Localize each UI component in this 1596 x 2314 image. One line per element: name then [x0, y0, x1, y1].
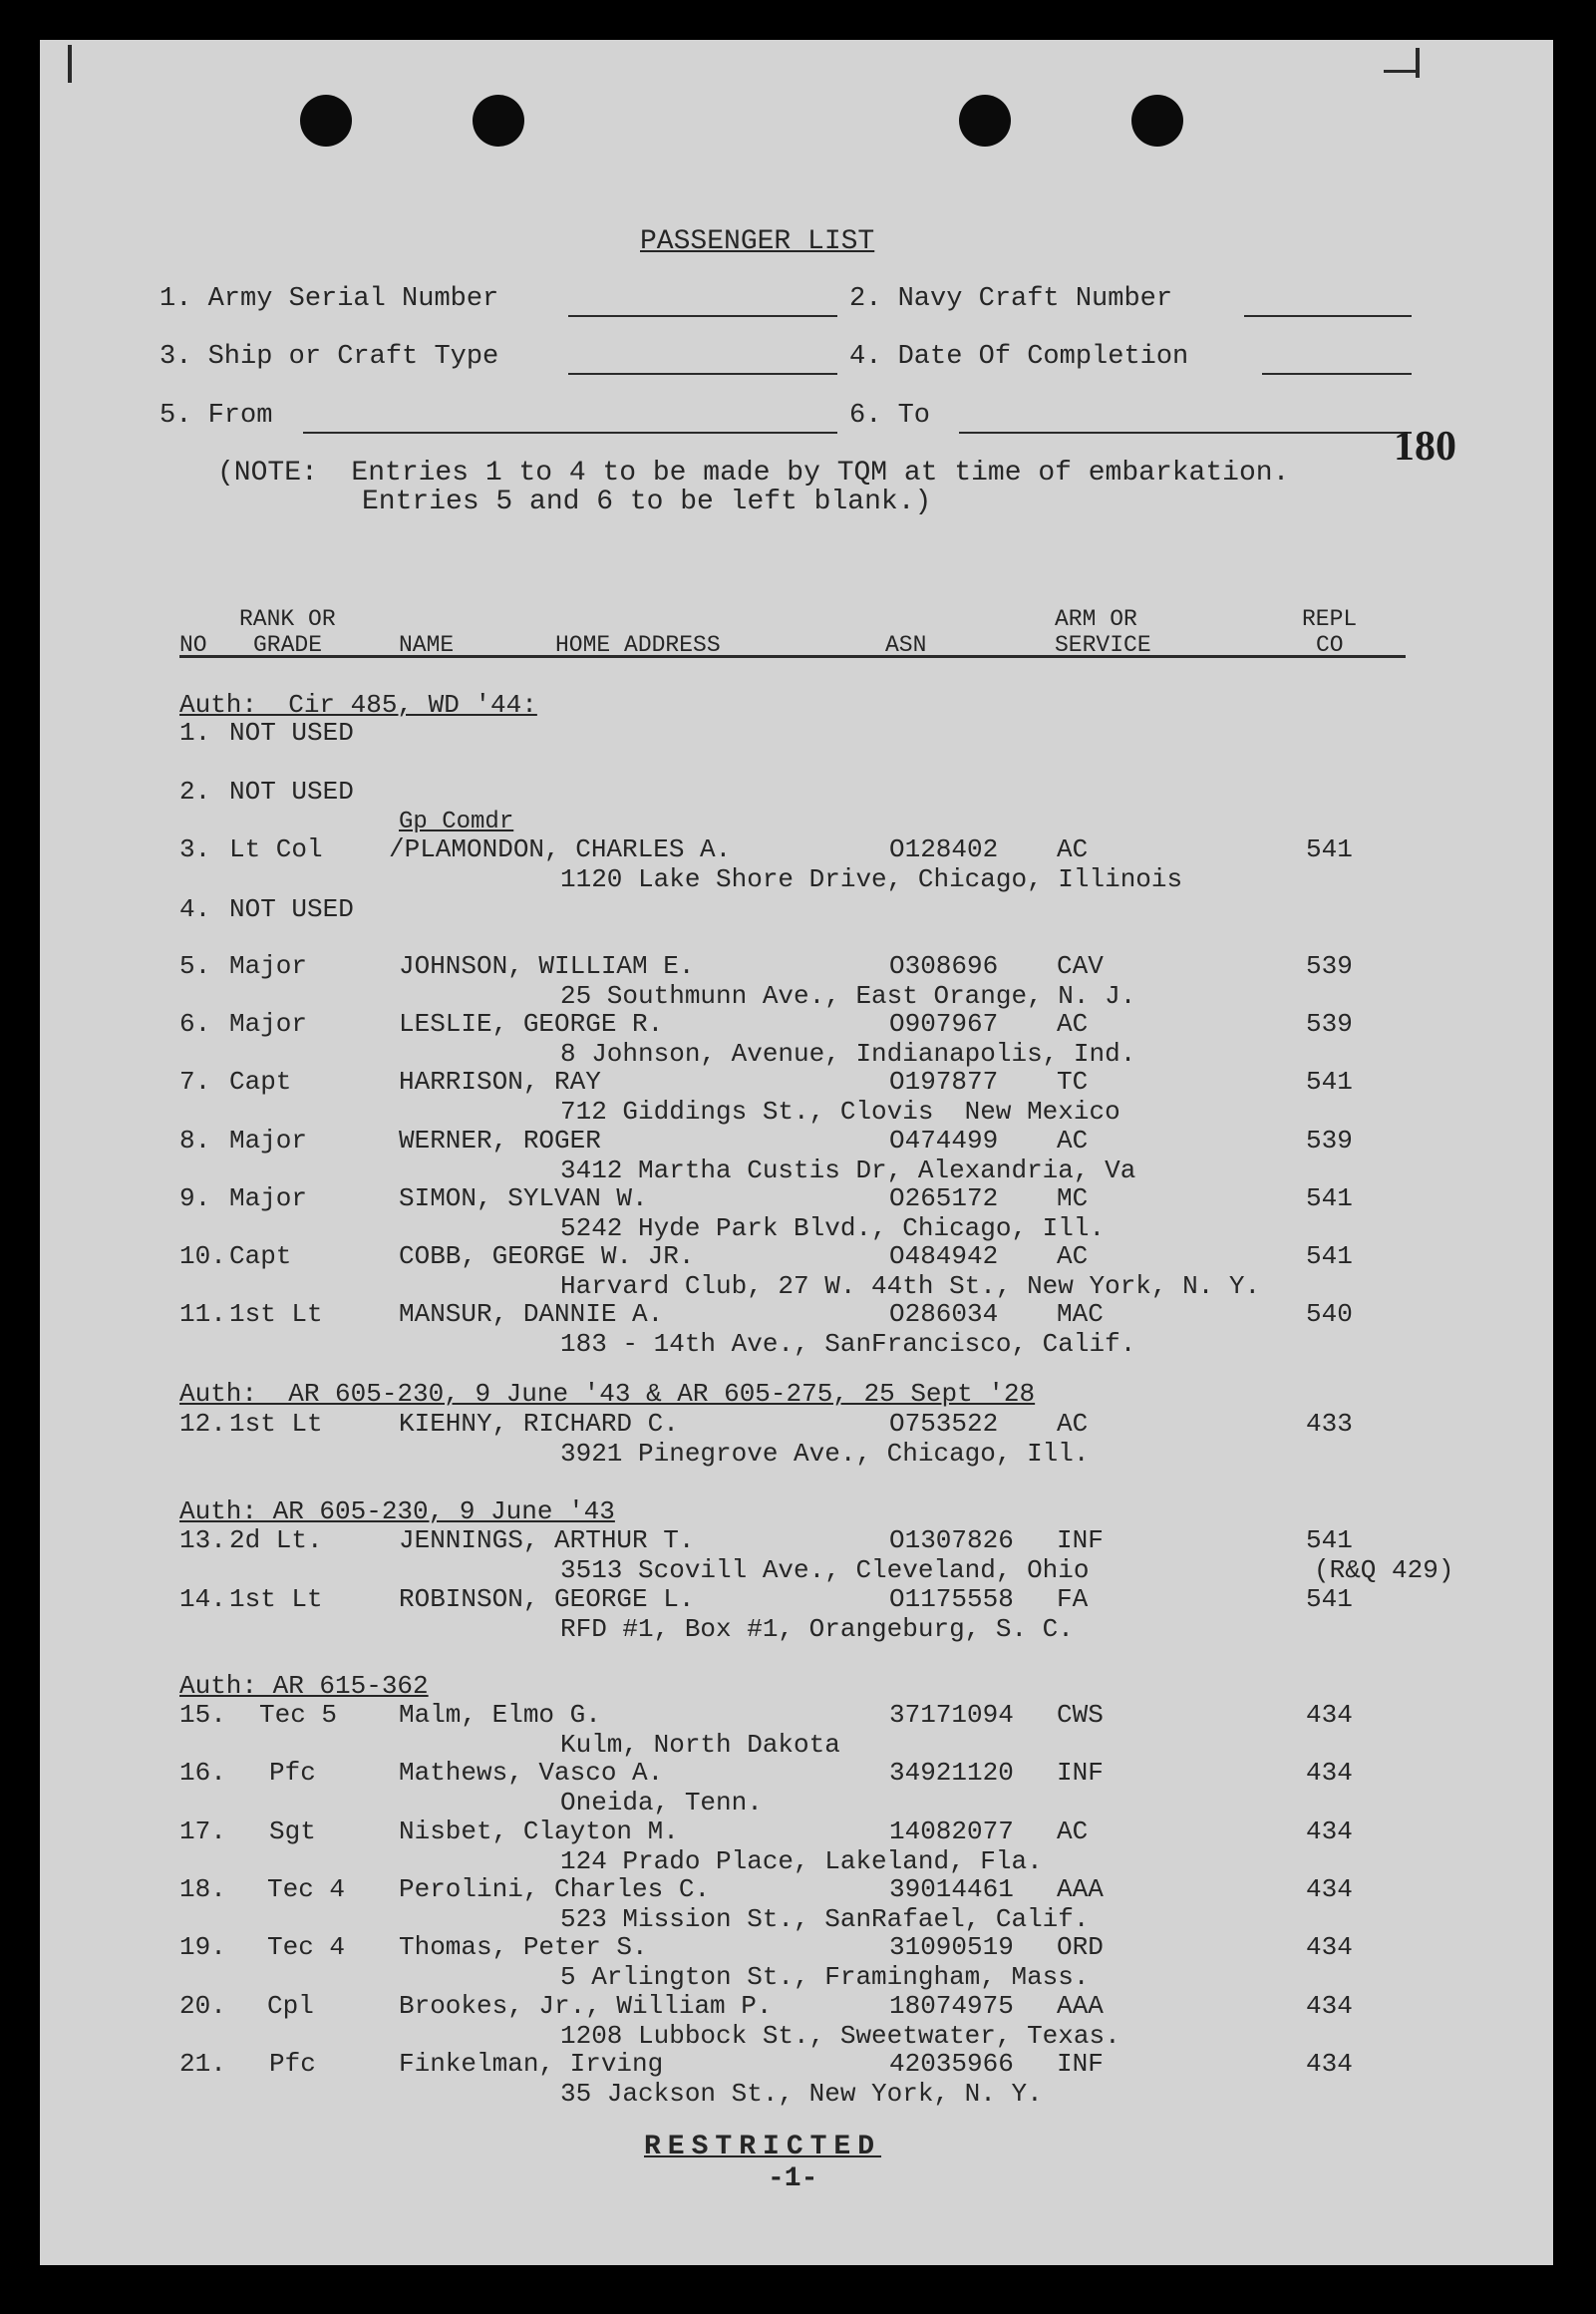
entry-number: 1.: [179, 718, 211, 748]
ship-type-label: 3. Ship or Craft Type: [160, 342, 499, 372]
entry-name: Nisbet, Clayton M.: [399, 1817, 679, 1846]
entry-rank: Tec 4: [267, 1874, 346, 1904]
entry-number: 8.: [179, 1126, 211, 1156]
entry-number: 17.: [179, 1817, 226, 1846]
entry-repl-co: 541: [1306, 1584, 1353, 1614]
list-item: [40, 1183, 1553, 1243]
entry-arm: MAC: [1057, 1299, 1104, 1329]
entry-rank: Pfc: [269, 2049, 316, 2079]
entry-rank: Major: [229, 1183, 308, 1213]
entry-address: 35 Jackson St., New York, N. Y.: [560, 2079, 1043, 2109]
entry-number: 14.: [179, 1584, 226, 1614]
entry-repl-co: 539: [1306, 1126, 1353, 1156]
entry-name: LESLIE, GEORGE R.: [399, 1009, 664, 1039]
entry-name: KIEHNY, RICHARD C.: [399, 1409, 679, 1439]
entry-name: Mathews, Vasco A.: [399, 1758, 664, 1788]
entry-address: 3412 Martha Custis Dr, Alexandria, Va: [560, 1156, 1136, 1185]
section-authority: Auth: AR 605-230, 9 June '43 & AR 605-275, 25 Sept '28: [179, 1379, 1036, 1409]
list-item: [40, 894, 1553, 954]
list-item: [40, 1009, 1553, 1069]
to-blank: [959, 432, 1412, 434]
from-label: 5. From: [160, 401, 273, 431]
army-serial-label: 1. Army Serial Number: [160, 284, 499, 314]
list-item: [40, 718, 1553, 778]
entry-number: 2.: [179, 777, 211, 807]
to-label: 6. To: [849, 401, 931, 431]
entry-arm: FA: [1057, 1584, 1089, 1614]
entry-rank: Sgt: [269, 1817, 316, 1846]
entry-number: 21.: [179, 2049, 226, 2079]
entry-repl-co: 541: [1306, 1241, 1353, 1271]
list-item: [40, 1067, 1553, 1127]
note-line-1: (NOTE: Entries 1 to 4 to be made by TQM at time of embarkation.: [217, 458, 1290, 489]
col-header-arm-bottom: SERVICE: [1055, 632, 1151, 658]
col-header-repl-top: REPL: [1302, 606, 1358, 632]
entry-repl-co: 434: [1306, 2049, 1353, 2079]
entry-repl-co: 541: [1306, 1067, 1353, 1097]
col-header-repl-bottom: CO: [1316, 632, 1344, 658]
entry-rank: Capt: [229, 1241, 292, 1271]
punch-hole: [300, 95, 352, 147]
entry-number: 11.: [179, 1299, 226, 1329]
entry-arm: AAA: [1057, 1874, 1104, 1904]
entry-asn: O1307826: [889, 1525, 1014, 1555]
entry-asn: 34921120: [889, 1758, 1014, 1788]
entry-arm: TC: [1057, 1067, 1089, 1097]
entry-arm: AC: [1057, 834, 1089, 864]
navy-craft-label: 2. Navy Craft Number: [849, 284, 1173, 314]
entry-address: 183 - 14th Ave., SanFrancisco, Calif.: [560, 1329, 1136, 1359]
entry-name: Malm, Elmo G.: [399, 1700, 601, 1730]
entry-address: 1208 Lubbock St., Sweetwater, Texas.: [560, 2021, 1120, 2051]
entry-repl-co: 541: [1306, 834, 1353, 864]
entry-rank: NOT USED: [229, 718, 354, 748]
entry-number: 12.: [179, 1409, 226, 1439]
ship-type-blank: [568, 373, 837, 375]
col-header-rank-top: RANK OR: [239, 606, 336, 632]
stamp-number: 180: [1394, 424, 1456, 470]
entry-rank: Major: [229, 951, 308, 981]
entry-asn: O286034: [889, 1299, 999, 1329]
col-header-arm-top: ARM OR: [1055, 606, 1137, 632]
entry-number: 6.: [179, 1009, 211, 1039]
entry-address: 8 Johnson, Avenue, Indianapolis, Ind.: [560, 1039, 1136, 1069]
entry-number: 18.: [179, 1874, 226, 1904]
entry-name: Brookes, Jr., William P.: [399, 1991, 773, 2021]
date-completion-blank: [1262, 373, 1412, 375]
col-header-name: NAME: [399, 632, 455, 658]
col-header-home-address: HOME ADDRESS: [555, 632, 721, 658]
entry-name: HARRISON, RAY: [399, 1067, 601, 1097]
entry-repl-co: 434: [1306, 1991, 1353, 2021]
date-completion-label: 4. Date Of Completion: [849, 342, 1189, 372]
entry-rank: 2d Lt.: [229, 1525, 323, 1555]
page-title: PASSENGER LIST: [640, 226, 875, 257]
entry-repl-co: 434: [1306, 1700, 1353, 1730]
entry-rank: Lt Col: [229, 834, 323, 864]
entry-name: Perolini, Charles C.: [399, 1874, 711, 1904]
entry-asn: 37171094: [889, 1700, 1014, 1730]
entry-number: 20.: [179, 1991, 226, 2021]
entry-asn: 14082077: [889, 1817, 1014, 1846]
scan-mark: [1384, 70, 1418, 73]
entry-repl-co: 434: [1306, 1874, 1353, 1904]
entry-name: COBB, GEORGE W. JR.: [399, 1241, 695, 1271]
entry-arm: AC: [1057, 1126, 1089, 1156]
entry-rank: Capt: [229, 1067, 292, 1097]
army-serial-blank: [568, 315, 837, 317]
entry-number: 4.: [179, 894, 211, 924]
entry-arm: CAV: [1057, 951, 1104, 981]
entry-arm: CWS: [1057, 1700, 1104, 1730]
entry-arm: AC: [1057, 1409, 1089, 1439]
list-item: [40, 1817, 1553, 1876]
punch-hole: [1131, 95, 1183, 147]
entry-name: Thomas, Peter S.: [399, 1932, 648, 1962]
entry-note: Gp Comdr: [399, 809, 514, 835]
section-authority: Auth: AR 605-230, 9 June '43: [179, 1496, 615, 1526]
classification-marking: RESTRICTED: [644, 2132, 882, 2162]
entry-number: 5.: [179, 951, 211, 981]
col-header-rank-bottom: GRADE: [253, 632, 323, 658]
entry-asn: O1175558: [889, 1584, 1014, 1614]
entry-address: 712 Giddings St., Clovis New Mexico: [560, 1097, 1120, 1127]
list-item: [40, 777, 1553, 836]
entry-arm: INF: [1057, 2049, 1104, 2079]
list-item: [40, 1874, 1553, 1934]
scan-mark: [68, 45, 72, 83]
entry-address: Kulm, North Dakota: [560, 1730, 840, 1760]
entry-arm: MC: [1057, 1183, 1089, 1213]
entry-rank: Cpl: [267, 1991, 314, 2021]
section-authority: Auth: Cir 485, WD '44:: [179, 690, 537, 720]
entry-rank: 1st Lt: [229, 1409, 323, 1439]
list-item: [40, 951, 1553, 1011]
entry-rank: Pfc: [269, 1758, 316, 1788]
entry-arm: ORD: [1057, 1932, 1104, 1962]
entry-asn: 18074975: [889, 1991, 1014, 2021]
list-item: [40, 1409, 1553, 1469]
list-item: [40, 1126, 1553, 1185]
list-item: [40, 1991, 1553, 2051]
entry-address: 5242 Hyde Park Blvd., Chicago, Ill.: [560, 1213, 1106, 1243]
entry-rank: NOT USED: [229, 777, 354, 807]
entry-repl-note: (R&Q 429): [1314, 1555, 1454, 1585]
list-item: [40, 1932, 1553, 1992]
list-item: [40, 1584, 1553, 1644]
entry-rank: NOT USED: [229, 894, 354, 924]
entry-address: 124 Prado Place, Lakeland, Fla.: [560, 1846, 1043, 1876]
entry-rank: Major: [229, 1126, 308, 1156]
scan-mark: [1416, 48, 1420, 78]
entry-number: 19.: [179, 1932, 226, 1962]
entry-name: JOHNSON, WILLIAM E.: [399, 951, 695, 981]
entry-number: 10.: [179, 1241, 226, 1271]
list-item: [40, 834, 1553, 894]
entry-asn: O197877: [889, 1067, 999, 1097]
entry-address: 3513 Scovill Ave., Cleveland, Ohio: [560, 1555, 1090, 1585]
entry-rank: 1st Lt: [229, 1584, 323, 1614]
entry-asn: 31090519: [889, 1932, 1014, 1962]
entry-number: 3.: [179, 834, 211, 864]
list-item: [40, 1700, 1553, 1760]
entry-rank: Major: [229, 1009, 308, 1039]
entry-repl-co: 434: [1306, 1758, 1353, 1788]
entry-repl-co: 433: [1306, 1409, 1353, 1439]
entry-number: 7.: [179, 1067, 211, 1097]
entry-repl-co: 539: [1306, 951, 1353, 981]
entry-asn: O907967: [889, 1009, 999, 1039]
list-item: [40, 1758, 1553, 1818]
entry-name: WERNER, ROGER: [399, 1126, 601, 1156]
entry-asn: O308696: [889, 951, 999, 981]
entry-repl-co: 539: [1306, 1009, 1353, 1039]
punch-hole: [473, 95, 524, 147]
entry-address: 25 Southmunn Ave., East Orange, N. J.: [560, 981, 1136, 1011]
col-header-no: NO: [179, 632, 207, 658]
entry-address: 523 Mission St., SanRafael, Calif.: [560, 1904, 1090, 1934]
list-item: [40, 1241, 1553, 1301]
entry-number: 13.: [179, 1525, 226, 1555]
entry-address: Harvard Club, 27 W. 44th St., New York, N. Y.: [560, 1271, 1261, 1301]
document-page: [40, 40, 1553, 2265]
entry-number: 15.: [179, 1700, 226, 1730]
entry-asn: O474499: [889, 1126, 999, 1156]
entry-asn: O484942: [889, 1241, 999, 1271]
entry-name: ROBINSON, GEORGE L.: [399, 1584, 695, 1614]
from-blank: [303, 432, 837, 434]
entry-address: Oneida, Tenn.: [560, 1788, 763, 1818]
section-authority: Auth: AR 615-362: [179, 1671, 429, 1701]
entry-asn: O265172: [889, 1183, 999, 1213]
header-rule: [179, 655, 1406, 658]
entry-asn: 39014461: [889, 1874, 1014, 1904]
entry-repl-co: 541: [1306, 1525, 1353, 1555]
entry-name: MANSUR, DANNIE A.: [399, 1299, 664, 1329]
entry-repl-co: 434: [1306, 1932, 1353, 1962]
entry-asn: O753522: [889, 1409, 999, 1439]
entry-arm: AC: [1057, 1817, 1089, 1846]
entry-number: 16.: [179, 1758, 226, 1788]
list-item: [40, 2049, 1553, 2109]
entry-repl-co: 434: [1306, 1817, 1353, 1846]
entry-number: 9.: [179, 1183, 211, 1213]
col-header-asn: ASN: [885, 632, 927, 658]
entry-asn: O128402: [889, 834, 999, 864]
navy-craft-blank: [1244, 315, 1412, 317]
list-item: [40, 1525, 1553, 1585]
entry-address: RFD #1, Box #1, Orangeburg, S. C.: [560, 1614, 1074, 1644]
page-number: -1-: [768, 2163, 818, 2194]
list-item: [40, 1299, 1553, 1359]
entry-rank: Tec 4: [267, 1932, 346, 1962]
entry-address: 1120 Lake Shore Drive, Chicago, Illinois: [560, 864, 1183, 894]
entry-repl-co: 540: [1306, 1299, 1353, 1329]
entry-address: 3921 Pinegrove Ave., Chicago, Ill.: [560, 1439, 1090, 1469]
entry-rank: 1st Lt: [229, 1299, 323, 1329]
entry-rank: Tec 5: [259, 1700, 338, 1730]
entry-address: 5 Arlington St., Framingham, Mass.: [560, 1962, 1090, 1992]
entry-repl-co: 541: [1306, 1183, 1353, 1213]
note-line-2: Entries 5 and 6 to be left blank.): [362, 487, 932, 517]
punch-hole: [959, 95, 1011, 147]
entry-name: /PLAMONDON, CHARLES A.: [389, 834, 732, 864]
entry-asn: 42035966: [889, 2049, 1014, 2079]
entry-name: Finkelman, Irving: [399, 2049, 664, 2079]
entry-name: JENNINGS, ARTHUR T.: [399, 1525, 695, 1555]
entry-arm: AC: [1057, 1241, 1089, 1271]
entry-name: SIMON, SYLVAN W.: [399, 1183, 648, 1213]
entry-arm: AC: [1057, 1009, 1089, 1039]
entry-arm: INF: [1057, 1758, 1104, 1788]
entry-arm: INF: [1057, 1525, 1104, 1555]
entry-arm: AAA: [1057, 1991, 1104, 2021]
